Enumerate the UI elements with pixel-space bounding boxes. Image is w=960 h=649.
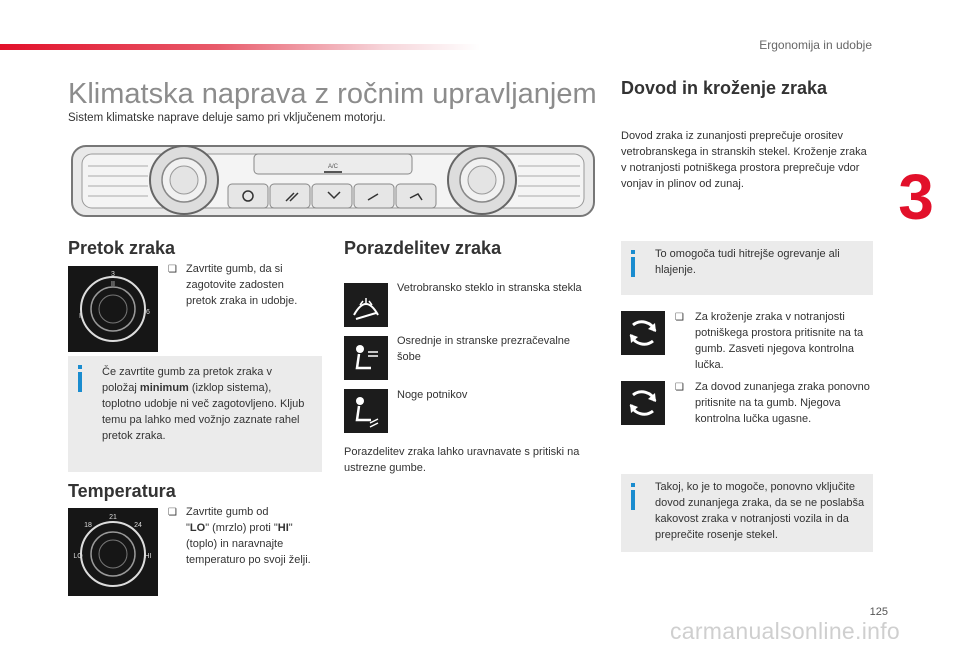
bullet-icon: ❏ <box>675 312 684 323</box>
airflow-text: Zavrtite gumb, da si zagotovite zadosten pretok zraka in udobje. <box>186 263 298 307</box>
bullet-icon: ❏ <box>168 264 177 275</box>
airflow-info-text: Če zavrtite gumb za pretok zraka v položaj minimum (izklop sistema), toplotno udobje ni več zagotovljeno. Kljub temu pa lahko med vožnjo zaznate rahel pretok zraka. <box>102 366 305 442</box>
page-number: 125 <box>869 606 888 618</box>
climate-panel-illustration <box>68 140 598 220</box>
intake-info-box-1 <box>621 241 873 295</box>
info-icon <box>631 257 635 277</box>
windscreen-button-icon <box>344 283 388 327</box>
bullet-icon: ❏ <box>675 382 684 393</box>
ac-label: A/C <box>327 164 339 170</box>
distribution-footer: Porazdelitev zraka lahko uravnavate s pritiski na ustrezne gumbe. <box>344 446 580 474</box>
page-subtitle: Sistem klimatske naprave deluje samo pri vključenem motorju. <box>68 112 386 124</box>
airflow-knob-tick: II <box>111 281 115 288</box>
section-header: Ergonomija in udobje <box>759 38 872 52</box>
distribution-item-feet: Noge potnikov <box>397 389 468 401</box>
watermark: carmanualsonline.info <box>669 618 900 644</box>
intake-intro: Dovod zraka iz zunanjosti preprečuje orositev vetrobranskega in stranskih stekel. Kroženje zraka v notranjosti potniškega prostora preprečuje vdor vonjav in plinov od zunaj. <box>621 130 867 190</box>
airflow-heading: Pretok zraka <box>68 238 176 258</box>
temp-knob-tick: 18 <box>84 522 92 529</box>
info-icon <box>78 372 82 392</box>
temperature-heading: Temperatura <box>68 481 176 501</box>
temp-knob-tick: 24 <box>134 522 142 529</box>
temperature-knob-image <box>68 508 158 596</box>
distribution-item-windscreen: Vetrobransko steklo in stranska stekla <box>397 282 582 294</box>
fresh-air-text: Za dovod zunanjega zraka ponovno pritisnite na ta gumb. Njegova kontrolna lučka ugasne. <box>695 381 870 425</box>
temp-knob-tick: 21 <box>109 514 117 521</box>
airflow-knob-tick: 3 <box>111 271 115 278</box>
airflow-knob-tick: 6 <box>146 309 150 316</box>
fresh-air-button-icon <box>621 381 665 425</box>
header-accent-bar <box>0 44 480 50</box>
footwell-button-icon <box>344 389 388 433</box>
bullet-icon: ❏ <box>168 507 177 518</box>
info-icon <box>631 490 635 510</box>
temp-knob-tick: LO <box>73 553 83 560</box>
temperature-lo: LO <box>189 522 206 534</box>
recirculation-text: Za kroženje zraka v notranjosti potniškega prostora pritisnite na ta gumb. Zasveti njegova kontrolna lučka. <box>695 311 864 371</box>
airflow-knob-image <box>68 266 158 352</box>
airflow-knob-tick: I <box>79 313 81 320</box>
intake-info-2-text: Takoj, ko je to mogoče, ponovno vključite dovod zunanjega zraka, da se ne poslabša kakovost zraka v notranjosti vozila in da preprečite rosenje stekel. <box>655 481 865 541</box>
face-vents-button-icon <box>344 336 388 380</box>
airflow-info-box <box>68 356 322 472</box>
intake-info-1-text: To omogoča tudi hitrejše ogrevanje ali hlajenje. <box>655 248 840 276</box>
recirculation-button-icon <box>621 311 665 355</box>
intake-heading: Dovod in kroženje zraka <box>621 78 828 98</box>
airflow-info-bold: minimum <box>139 382 189 394</box>
chapter-number: 3 <box>898 161 934 233</box>
temp-knob-tick: HI <box>144 553 152 560</box>
page-title: Klimatska naprava z ročnim upravljanjem <box>68 78 597 110</box>
temperature-hi: HI <box>277 522 289 534</box>
distribution-heading: Porazdelitev zraka <box>344 238 502 258</box>
distribution-item-vents: Osrednje in stranske prezračevalne šobe <box>397 335 571 363</box>
intake-info-box-2 <box>621 474 873 552</box>
temperature-text: Zavrtite gumb od "LO" (mrzlo) proti "HI" (toplo) in naravnajte temperaturo po svoji želji. <box>186 506 311 566</box>
